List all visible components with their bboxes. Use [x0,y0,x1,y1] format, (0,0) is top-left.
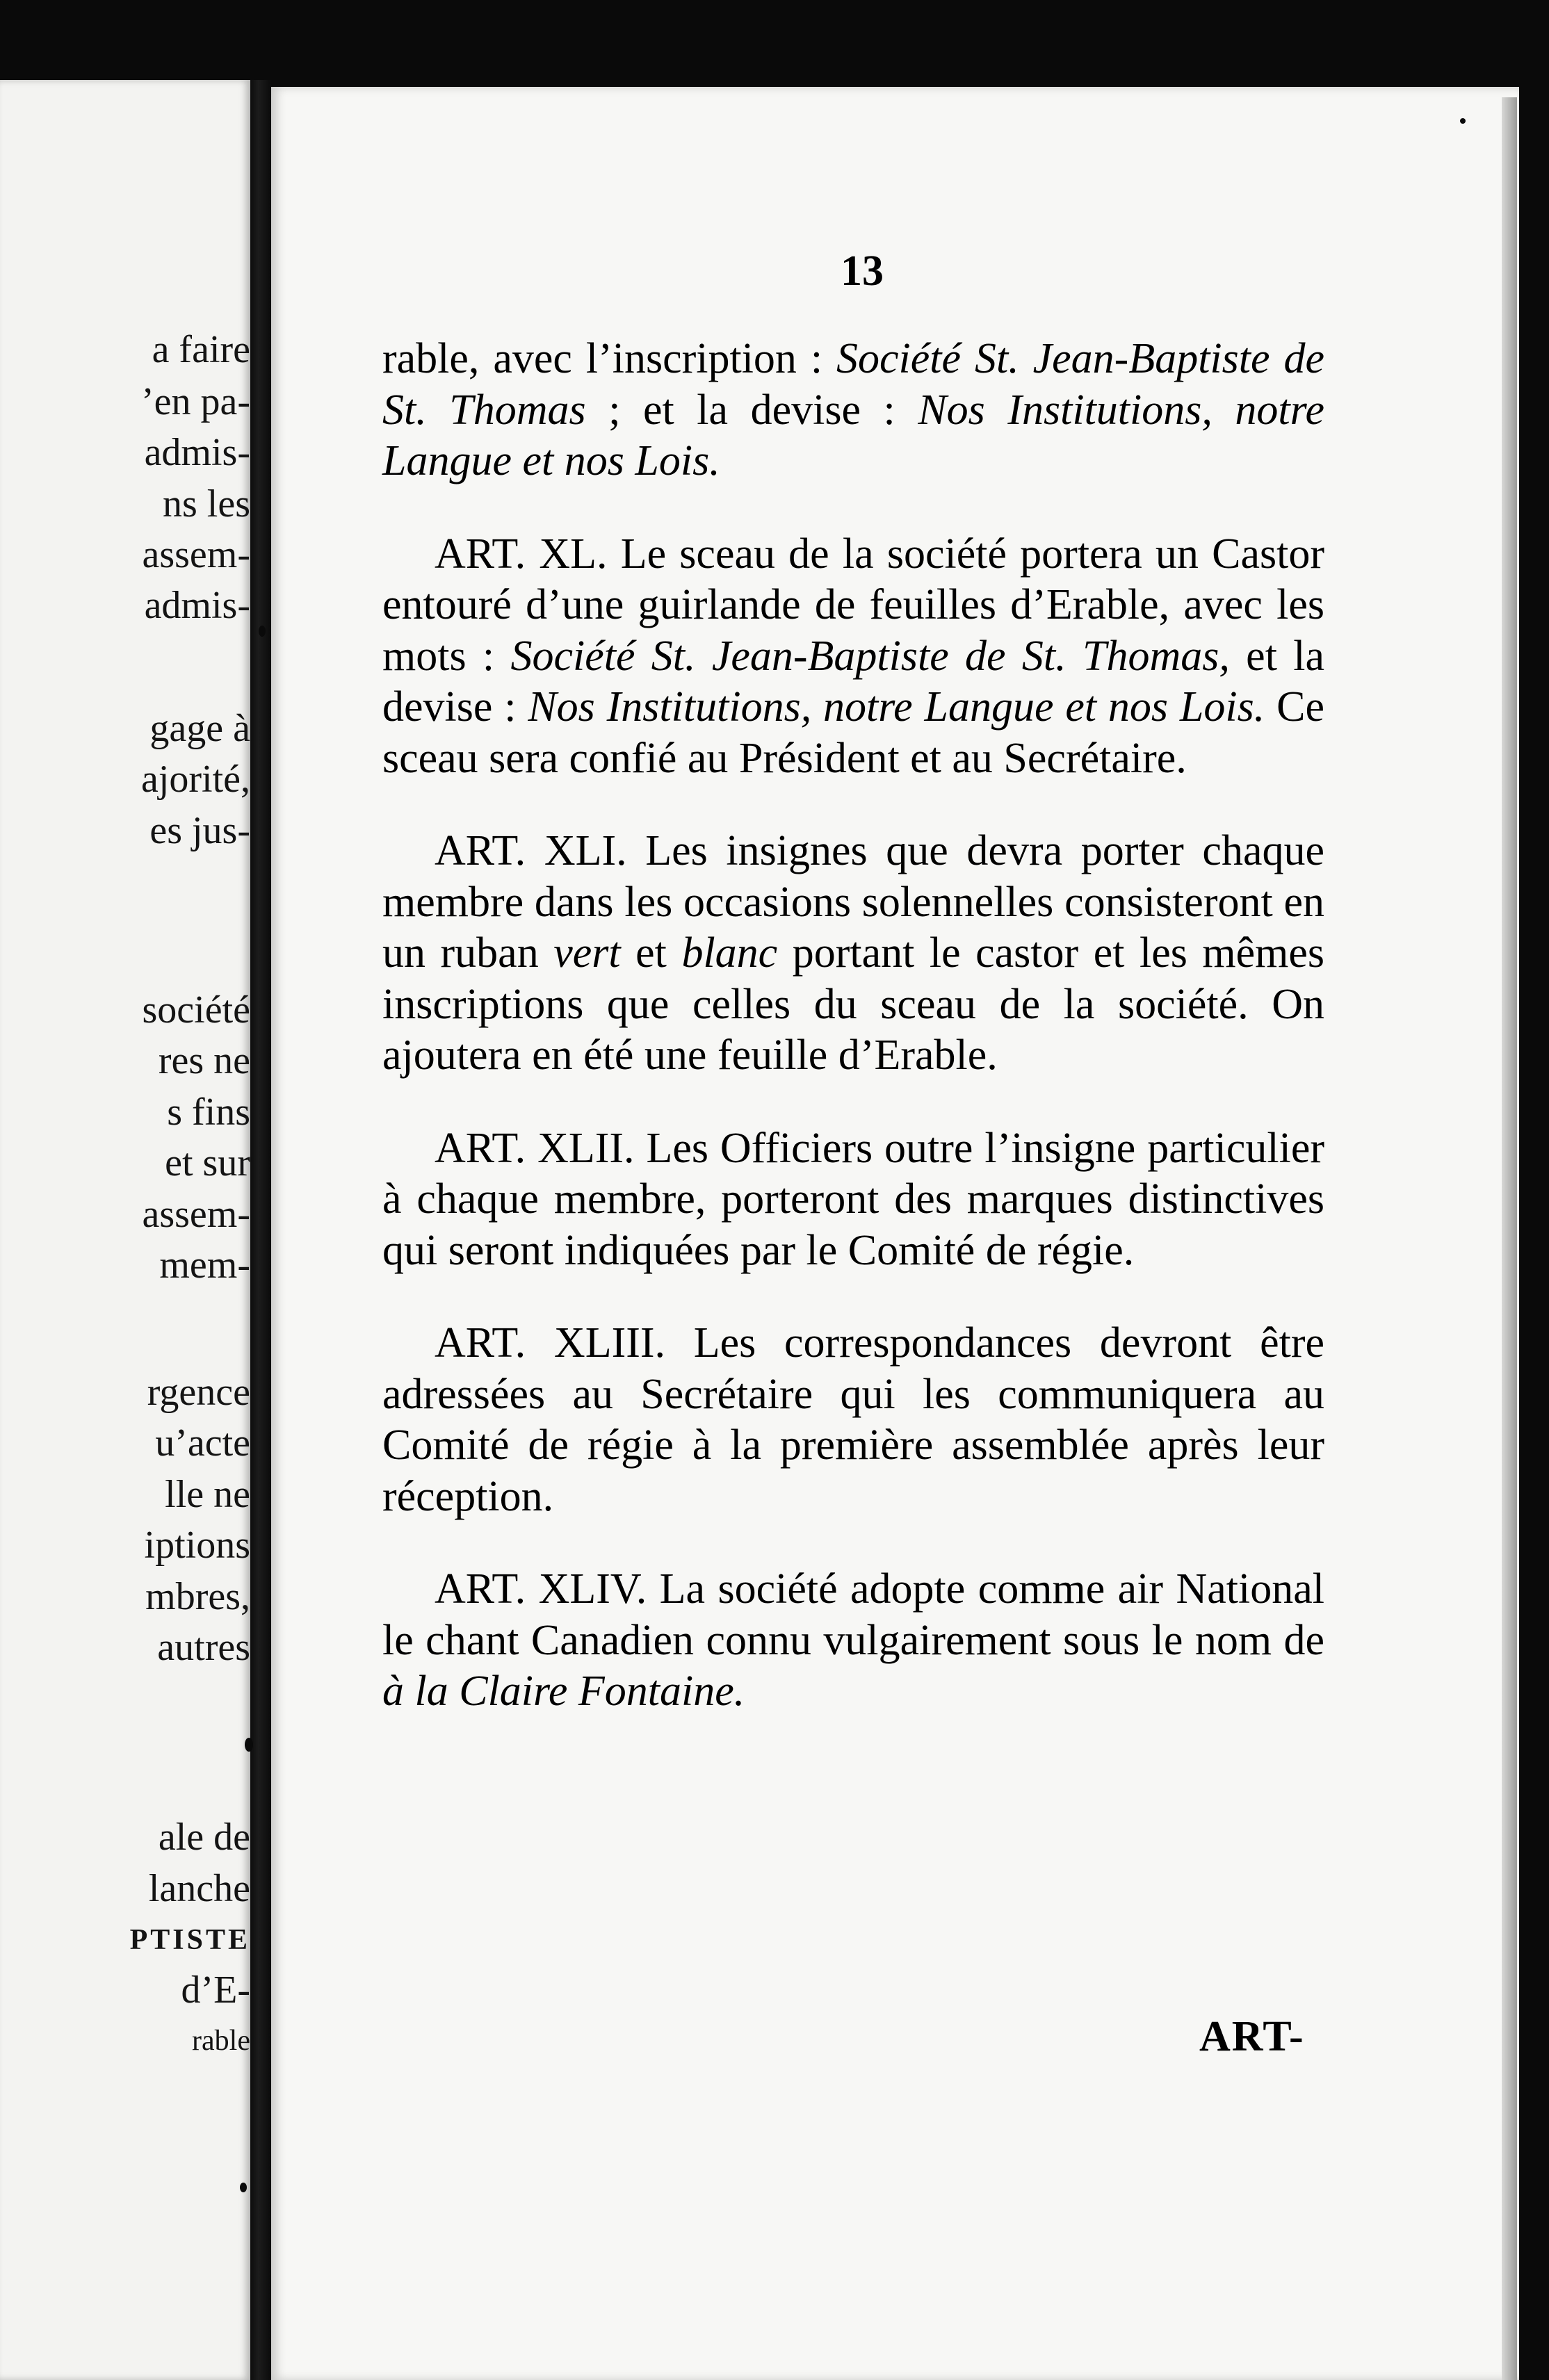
left-text-line: admis- [144,431,250,474]
italic-run: Nos Institutions, notre Langue et nos Lois. [382,386,1324,484]
page-edge-shadow [1502,97,1517,2380]
left-text-line: assem- [142,533,250,576]
article-xliii: ART. XLIII. Les correspondances devront être adressées au Secrétaire qui les communiquera au Comité de régie à la première assemblée après leur réception. [382,1319,1324,1520]
italic-run: Société St. Jean-Baptiste de St. Thomas, [510,632,1230,680]
left-text-line: rable [192,2025,250,2057]
article-xliv [382,1564,1324,1718]
paragraph-continuation [382,334,1324,487]
text-run: ART. XLIV. La société adopte comme air National le chant Canadien connu vulgairement sous le nom de [382,1565,1324,1664]
left-text-line: ale de [158,1816,250,1859]
text-run: ART. XL. Le sceau de la société portera un Castor entouré d’une guirlande de feuilles d’Erable, avec les mots : [382,530,1324,680]
left-text-line: ’en pa- [140,380,250,423]
scan-speck [240,2183,247,2192]
left-text-line: a faire [152,328,250,371]
text-run: et [620,929,682,977]
left-text-line: rgence [147,1371,250,1414]
text-run: et la devise : [382,632,1324,731]
italic-run: à la Claire Fontaine. [382,1668,745,1715]
italic-run: vert [553,929,621,977]
page-number: 13 [841,247,884,295]
scan-speck [1460,118,1466,124]
article-xlii: ART. XLII. Les Officiers outre l’insigne particulier à chaque membre, porteront des marques distinctives qui seront indiquées par le Comité de régie. [382,1124,1324,1274]
left-text-line: s fins [167,1091,250,1134]
left-text-line: ns les [163,482,250,525]
left-text-line: lle ne [165,1473,250,1516]
text-run: Ce sceau sera confié au Président et au Secrétaire. [382,683,1324,782]
text-run: ; et la devise : [585,386,918,434]
book-gutter [250,80,271,2380]
left-text-line: res ne [158,1039,250,1082]
left-text-line: et sur [165,1141,250,1184]
text-run: portant le castor et les mêmes inscriptions que celles du sceau de la société. On ajoutera en été une feuille d’Erable. [382,929,1324,1079]
left-text-line: mem- [159,1244,250,1287]
italic-run: Société St. Jean-Baptiste de St. Thomas [382,335,1324,434]
left-text-line: admis- [144,584,250,627]
left-text-line: société [142,988,250,1032]
left-text-line: d’E- [181,1969,250,2012]
scan-speck [259,626,266,637]
left-text-line: es jus- [149,809,250,852]
facing-page-fragment [0,80,250,2380]
left-text-line: mbres, [145,1575,250,1618]
catchword: ART- [1199,2013,1305,2060]
left-text-line: PTISTE [129,1924,250,1956]
scan-speck [245,1738,253,1752]
text-run: rable, avec l’inscription : [382,335,837,382]
left-text-line: lanche [148,1867,250,1910]
left-text-line: autres [157,1626,250,1669]
left-text-line: ajorité, [140,758,250,801]
article-xl [382,529,1324,785]
text-run: ART. XLI. Les insignes que devra porter chaque membre dans les occasions solennelles consisteront en un ruban [382,827,1324,977]
left-text-line: iptions [144,1524,250,1567]
italic-run: blanc [681,929,778,977]
left-text-line: gage à [149,707,250,750]
article-xli [382,826,1324,1082]
italic-run: Nos Institutions, notre Langue et nos Lois. [528,683,1265,731]
left-text-line: assem- [142,1193,250,1236]
left-text-line: u’acte [155,1421,250,1465]
page-body [382,334,1324,1718]
